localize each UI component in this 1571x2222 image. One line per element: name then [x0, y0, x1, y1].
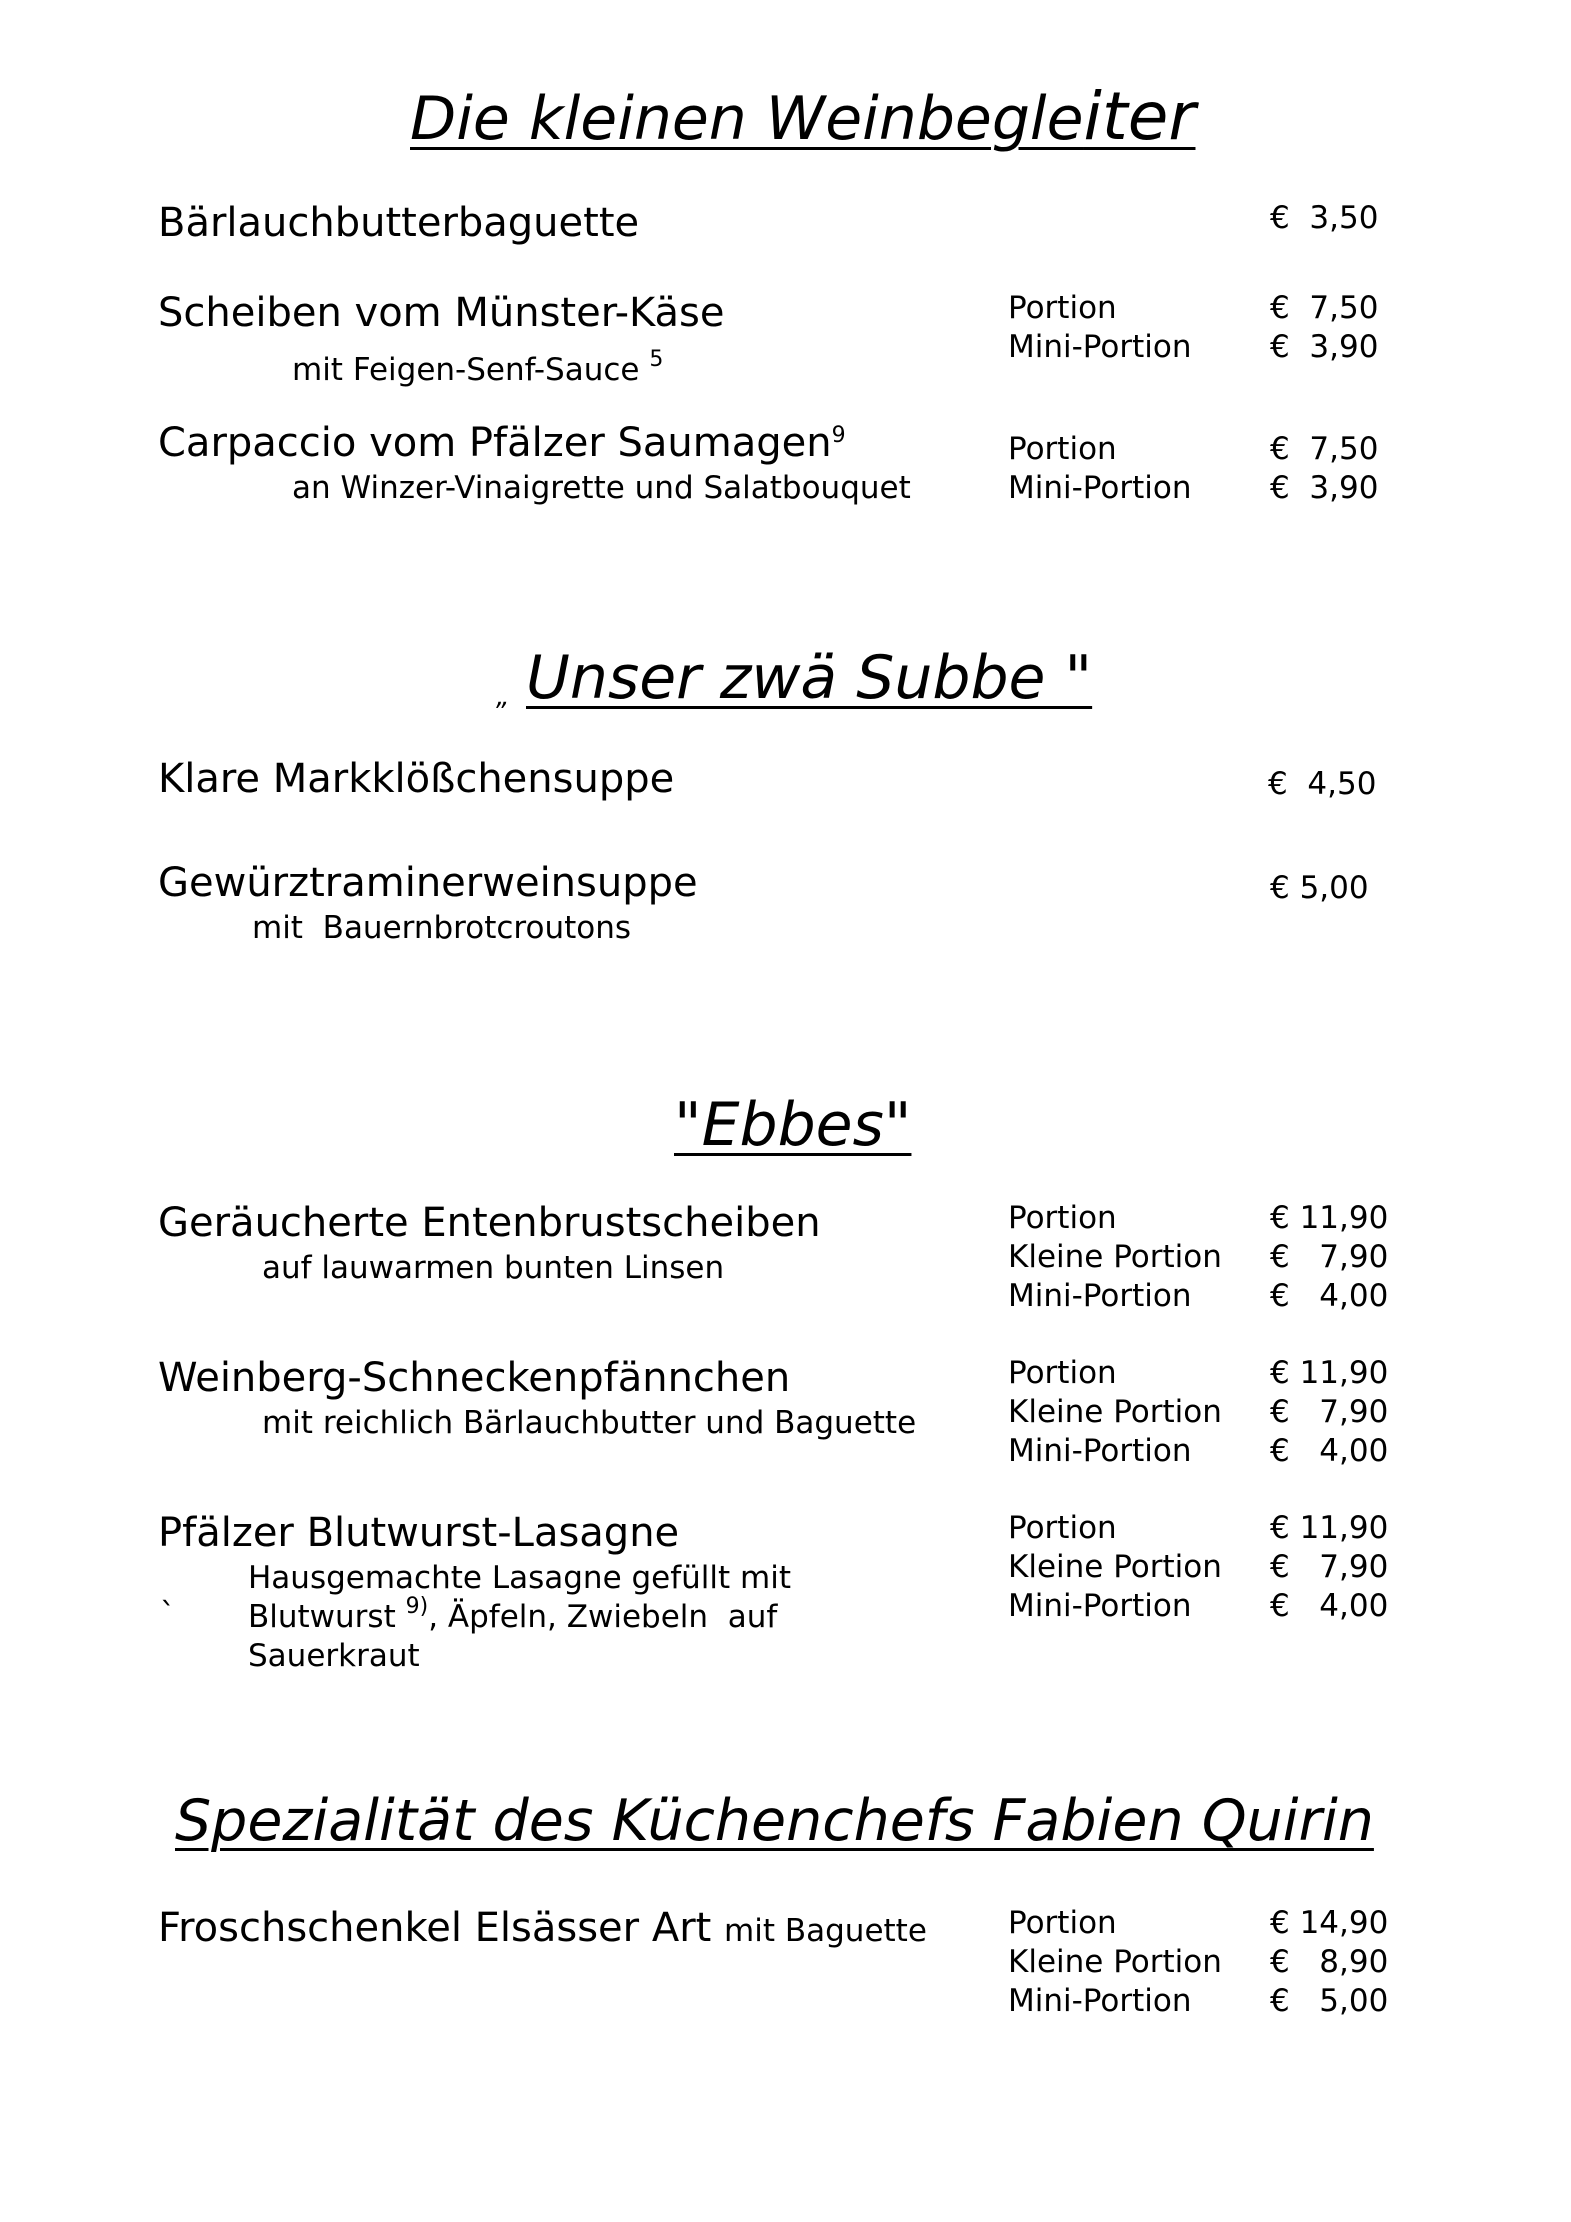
item-description: Hausgemachte Lasagne gefüllt mit	[248, 1560, 791, 1596]
portion-price: € 14,90	[1270, 1905, 1389, 1941]
item-description: mit Feigen-Senf-Sauce $^5$	[292, 347, 664, 388]
item-price: € 3,50	[1270, 200, 1379, 236]
portion-price: € 7,90	[1270, 1394, 1389, 1430]
portion-label: Portion	[1008, 1355, 1117, 1391]
portion-label: Mini-Portion	[1008, 470, 1192, 506]
item-name: Bärlauchbutterbaguette	[158, 200, 640, 246]
portion-label: Portion	[1008, 1905, 1117, 1941]
portion-label: Mini-Portion	[1008, 1588, 1192, 1624]
portion-label: Mini-Portion	[1008, 1983, 1192, 2019]
portion-label: Portion	[1008, 1200, 1117, 1236]
portion-label: Mini-Portion	[1008, 329, 1192, 365]
item-description: Blutwurst $^{9)}$, Äpfeln, Zwiebeln auf	[248, 1594, 778, 1635]
item-name: Gewürztraminerweinsuppe	[158, 860, 698, 906]
portion-label: Kleine Portion	[1008, 1549, 1222, 1585]
portion-label: Kleine Portion	[1008, 1239, 1222, 1275]
section-title-ebbes: "Ebbes"	[674, 1090, 912, 1160]
item-name: Geräucherte Entenbrustscheiben	[158, 1200, 821, 1246]
item-description: mit reichlich Bärlauchbutter und Baguette	[262, 1405, 917, 1441]
portion-price: € 11,90	[1270, 1355, 1389, 1391]
portion-price: € 4,00	[1270, 1433, 1389, 1469]
portion-price: € 8,90	[1270, 1944, 1389, 1980]
item-name: Pfälzer Blutwurst-Lasagne	[158, 1510, 680, 1556]
portion-label: Portion	[1008, 431, 1117, 467]
portion-price: € 11,90	[1270, 1200, 1389, 1236]
portion-label: Kleine Portion	[1008, 1394, 1222, 1430]
portion-price: € 3,90	[1270, 470, 1379, 506]
item-name: Carpaccio vom Pfälzer Saumagen$^9$	[158, 420, 846, 466]
item-price: € 5,00	[1270, 870, 1369, 906]
item-name: Weinberg-Schneckenpfännchen	[158, 1355, 791, 1401]
stray-mark: `	[160, 1597, 176, 1633]
item-name: Scheiben vom Münster-Käse	[158, 290, 725, 336]
section-title-subbe: Unser zwä Subbe "	[526, 643, 1093, 713]
portion-label: Portion	[1008, 290, 1117, 326]
item-description: mit Bauernbrotcroutons	[252, 910, 632, 946]
portion-price: € 7,90	[1270, 1549, 1389, 1585]
opening-quote: „	[496, 682, 510, 712]
portion-label: Portion	[1008, 1510, 1117, 1546]
section-title-weinbegleiter: Die kleinen Weinbegleiter	[410, 78, 1196, 155]
section-title-spezialitaet: Spezialität des Küchenchefs Fabien Quirin	[175, 1788, 1374, 1854]
portion-label: Mini-Portion	[1008, 1278, 1192, 1314]
item-description: an Winzer-Vinaigrette und Salatbouquet	[292, 470, 911, 506]
portion-price: € 4,00	[1270, 1588, 1389, 1624]
portion-price: € 3,90	[1270, 329, 1379, 365]
portion-price: € 7,90	[1270, 1239, 1389, 1275]
item-price: € 4,50	[1268, 766, 1377, 802]
item-description: auf lauwarmen bunten Linsen	[262, 1250, 725, 1286]
portion-price: € 5,00	[1270, 1983, 1389, 2019]
item-name: Klare Markklößchensuppe	[158, 756, 675, 802]
portion-price: € 11,90	[1270, 1510, 1389, 1546]
item-name: Froschschenkel Elsässer Art mit Baguette	[158, 1905, 927, 1951]
portion-label: Mini-Portion	[1008, 1433, 1192, 1469]
portion-price: € 7,50	[1270, 290, 1379, 326]
portion-label: Kleine Portion	[1008, 1944, 1222, 1980]
portion-price: € 4,00	[1270, 1278, 1389, 1314]
item-description: Sauerkraut	[248, 1638, 420, 1674]
portion-price: € 7,50	[1270, 431, 1379, 467]
